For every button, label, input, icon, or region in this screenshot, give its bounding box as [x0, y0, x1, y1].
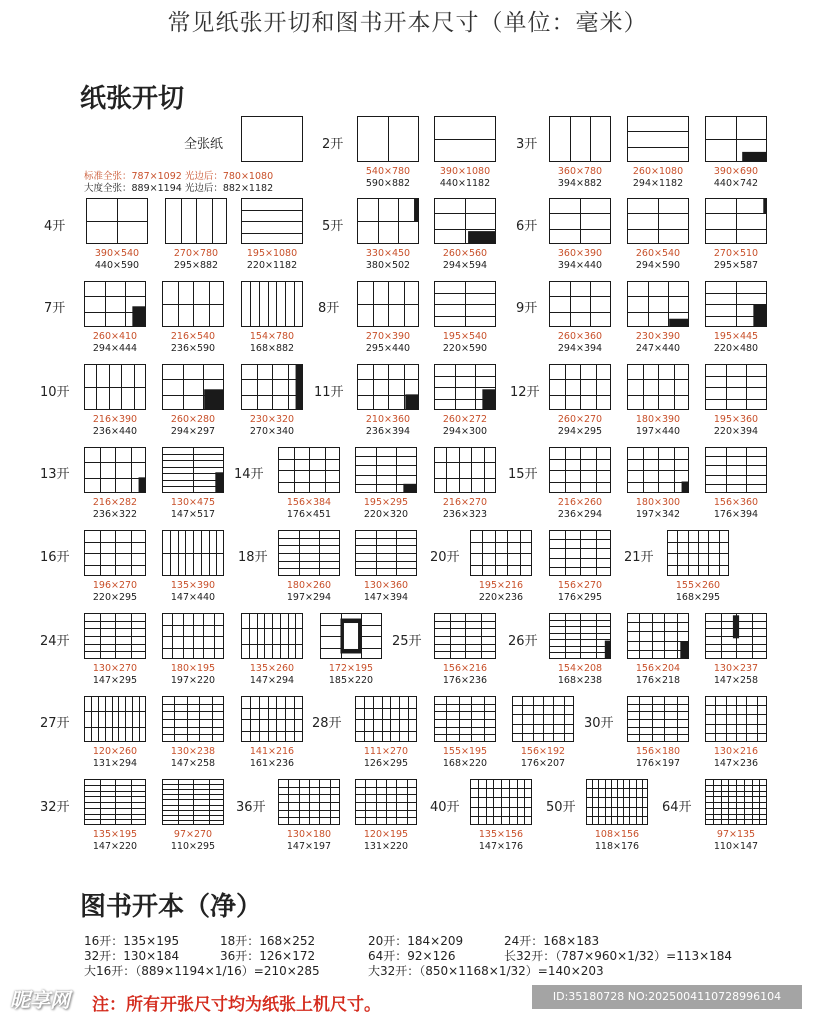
label-15-kai: 15开 — [508, 467, 538, 482]
sheet-size-large: 380×502 — [365, 260, 411, 271]
sheet-diagram-23 — [162, 364, 224, 410]
sheet-size-trimmed: 260×410 — [92, 331, 138, 342]
section-heading-books: 图书开本（净） — [80, 892, 263, 922]
sheet-size-trimmed: 130×237 — [713, 663, 759, 674]
sheet-size-large: 147×236 — [713, 758, 759, 769]
waste-block — [742, 152, 767, 162]
sheet-size-large: 220×394 — [713, 426, 759, 437]
sheet-size-trimmed: 270×390 — [365, 331, 411, 342]
sheet-size-large: 295×587 — [713, 260, 759, 271]
label-13-kai: 13开 — [40, 467, 70, 482]
sheet-diagram-19 — [549, 281, 611, 327]
sheet-diagram-54 — [162, 696, 224, 742]
sheet-size-large: 197×440 — [635, 426, 681, 437]
waste-block — [669, 319, 689, 327]
sheet-diagram-10 — [434, 198, 496, 244]
sheet-size-large: 110×295 — [170, 841, 216, 852]
sheet-size-large: 176×451 — [286, 509, 332, 520]
label-50-kai: 50开 — [546, 800, 576, 815]
sheet-border — [628, 117, 689, 162]
sheet-diagram-56 — [355, 696, 417, 742]
sheet-size-trimmed: 260×560 — [442, 248, 488, 259]
sheet-diagram-55 — [241, 696, 303, 742]
sheet-diagram-17 — [357, 281, 419, 327]
sheet-size-trimmed: 216×270 — [442, 497, 488, 508]
sheet-size-large: 440×1182 — [439, 178, 491, 189]
sheet-size-trimmed: 130×270 — [92, 663, 138, 674]
footnote: 注：所有开张尺寸均为纸张上机尺寸。 — [92, 995, 381, 1015]
sheet-diagram-48 — [320, 613, 382, 659]
sheet-size-large: 270×340 — [249, 426, 295, 437]
sheet-diagram-30 — [84, 447, 146, 493]
book-64: 64开：92×126 — [368, 949, 456, 963]
sheet-diagram-43 — [549, 530, 611, 576]
sheet-size-trimmed: 195×216 — [478, 580, 524, 591]
sheet-size-trimmed: 156×216 — [442, 663, 488, 674]
sheet-size-large: 394×440 — [557, 260, 603, 271]
sheet-size-trimmed: 260×540 — [635, 248, 681, 259]
sheet-diagram-14 — [84, 281, 146, 327]
book-big-16: 大16开：（889×1194×1/16）=210×285 — [84, 964, 320, 978]
sheet-size-trimmed: 210×360 — [365, 414, 411, 425]
sheet-size-trimmed: 230×320 — [249, 414, 295, 425]
sheet-size-large: 197×294 — [286, 592, 332, 603]
sheet-diagram-27 — [549, 364, 611, 410]
sheet-border — [706, 448, 767, 493]
sheet-size-large: 131×294 — [92, 758, 138, 769]
sheet-diagram-53 — [84, 696, 146, 742]
sheet-size-large: 394×882 — [557, 178, 603, 189]
sheet-size-large: 168×882 — [249, 343, 295, 354]
sheet-size-trimmed: 155×260 — [675, 580, 721, 591]
sheet-size-trimmed: 180×300 — [635, 497, 681, 508]
sheet-size-large: 185×220 — [328, 675, 374, 686]
label-14-kai: 14开 — [234, 467, 264, 482]
sheet-size-trimmed: 111×270 — [363, 746, 409, 757]
sheet-size-trimmed: 156×270 — [557, 580, 603, 591]
sheet-size-large: 236×294 — [557, 509, 603, 520]
sheet-size-large: 147×295 — [92, 675, 138, 686]
sheet-size-large: 294×297 — [170, 426, 216, 437]
sheet-diagram-46 — [162, 613, 224, 659]
sheet-size-trimmed: 216×540 — [170, 331, 216, 342]
sheet-size-trimmed: 141×216 — [249, 746, 295, 757]
label-27-kai: 27开 — [40, 716, 70, 731]
label-64-kai: 64开 — [662, 800, 692, 815]
label-11-kai: 11开 — [314, 385, 344, 400]
sheet-size-trimmed: 260×270 — [557, 414, 603, 425]
sheet-size-trimmed: 195×360 — [713, 414, 759, 425]
sheet-full — [241, 116, 303, 162]
sheet-size-trimmed: 154×780 — [249, 331, 295, 342]
sheet-diagram-18 — [434, 281, 496, 327]
waste-block — [139, 477, 146, 493]
sheet-diagram-51 — [627, 613, 689, 659]
sheet-size-trimmed: 155×195 — [442, 746, 488, 757]
sheet-size-trimmed: 156×180 — [635, 746, 681, 757]
sheet-diagram-1 — [357, 116, 419, 162]
label-5-kai: 5开 — [322, 219, 344, 234]
label-3-kai: 3开 — [516, 137, 538, 152]
waste-block — [403, 484, 417, 493]
sheet-size-trimmed: 172×195 — [328, 663, 374, 674]
sheet-diagram-24 — [241, 364, 303, 410]
waste-block — [763, 198, 767, 214]
waste-block — [482, 389, 496, 410]
sheet-diagram-25 — [357, 364, 419, 410]
sheet-size-trimmed: 196×270 — [92, 580, 138, 591]
sheet-size-trimmed: 270×510 — [713, 248, 759, 259]
book-24: 24开：168×183 — [504, 934, 600, 948]
sheet-size-large: 147×294 — [249, 675, 295, 686]
label-30-kai: 30开 — [584, 716, 614, 731]
sheet-diagram-28 — [627, 364, 689, 410]
sheet-size-large: 176×295 — [557, 592, 603, 603]
label-full-sheet: 全张纸 — [184, 137, 224, 152]
sheet-size-trimmed: 180×390 — [635, 414, 681, 425]
sheet-diagram-60 — [705, 696, 767, 742]
sheet-size-trimmed: 135×156 — [478, 829, 524, 840]
sheet-diagram-26 — [434, 364, 496, 410]
sheet-size-trimmed: 156×192 — [520, 746, 566, 757]
sheet-size-large: 126×295 — [363, 758, 409, 769]
waste-block — [405, 394, 419, 410]
sheet-size-large: 147×258 — [170, 758, 216, 769]
sheet-diagram-64 — [355, 779, 417, 825]
sheet-size-large: 118×176 — [594, 841, 640, 852]
waste-block — [204, 389, 224, 410]
sheet-diagram-59 — [627, 696, 689, 742]
sheet-diagram-8 — [241, 198, 303, 244]
sheet-size-trimmed: 156×204 — [635, 663, 681, 674]
sheet-diagram-16 — [241, 281, 303, 327]
sheet-size-large: 247×440 — [635, 343, 681, 354]
sheet-diagram-38 — [84, 530, 146, 576]
sheet-diagram-39 — [162, 530, 224, 576]
sheet-size-large: 176×218 — [635, 675, 681, 686]
label-26-kai: 26开 — [508, 634, 538, 649]
sheet-size-trimmed: 216×260 — [557, 497, 603, 508]
sheet-size-large: 147×176 — [478, 841, 524, 852]
sheet-diagram-57 — [434, 696, 496, 742]
sheet-size-large: 176×236 — [442, 675, 488, 686]
sheet-size-trimmed: 130×238 — [170, 746, 216, 757]
sheet-size-large: 294×590 — [635, 260, 681, 271]
full-sheet-large-note: 大度全张：889×1194 光边后：882×1182 — [84, 183, 274, 194]
sheet-size-large: 176×197 — [635, 758, 681, 769]
book-32: 32开：130×184 — [84, 949, 180, 963]
sheet-size-trimmed: 216×282 — [92, 497, 138, 508]
label-8-kai: 8开 — [318, 301, 340, 316]
sheet-border — [550, 282, 611, 327]
sheet-diagram-42 — [470, 530, 532, 576]
sheet-diagram-3 — [549, 116, 611, 162]
waste-block — [468, 231, 496, 244]
sheet-diagram-7 — [165, 198, 227, 244]
sheet-size-trimmed: 260×272 — [442, 414, 488, 425]
sheet-diagram-49 — [434, 613, 496, 659]
sheet-size-large: 197×342 — [635, 509, 681, 520]
sheet-size-trimmed: 390×690 — [713, 166, 759, 177]
sheet-size-trimmed: 330×450 — [365, 248, 411, 259]
waste-block — [682, 482, 689, 494]
sheet-size-trimmed: 195×540 — [442, 331, 488, 342]
label-2-kai: 2开 — [322, 137, 344, 152]
page-title: 常见纸张开切和图书开本尺寸（单位：毫米） — [167, 10, 648, 36]
sheet-size-large: 236×440 — [92, 426, 138, 437]
sheet-size-large: 168×238 — [557, 675, 603, 686]
sheet-size-trimmed: 135×195 — [92, 829, 138, 840]
sheet-size-large: 110×147 — [713, 841, 759, 852]
sheet-size-trimmed: 130×360 — [363, 580, 409, 591]
sheet-size-large: 220×1182 — [246, 260, 298, 271]
sheet-border — [628, 614, 689, 659]
sheet-size-large: 440×590 — [94, 260, 140, 271]
sheet-border — [85, 697, 146, 742]
sheet-size-large: 294×594 — [442, 260, 488, 271]
sheet-size-trimmed: 180×195 — [170, 663, 216, 674]
sheet-diagram-2 — [434, 116, 496, 162]
waste-block — [733, 615, 739, 638]
label-36-kai: 36开 — [236, 800, 266, 815]
sheet-border — [242, 117, 303, 162]
sheet-diagram-34 — [434, 447, 496, 493]
sheet-diagram-63 — [278, 779, 340, 825]
sheet-diagram-58 — [512, 696, 574, 742]
sheet-size-trimmed: 180×260 — [286, 580, 332, 591]
sheet-size-large: 176×207 — [520, 758, 566, 769]
sheet-diagram-62 — [162, 779, 224, 825]
sheet-size-large: 176×394 — [713, 509, 759, 520]
sheet-diagram-37 — [705, 447, 767, 493]
sheet-size-trimmed: 156×384 — [286, 497, 332, 508]
sheet-size-large: 168×295 — [675, 592, 721, 603]
sheet-diagram-4 — [627, 116, 689, 162]
sheet-diagram-6 — [86, 198, 148, 244]
sheet-diagram-50 — [549, 613, 611, 659]
sheet-size-large: 131×220 — [363, 841, 409, 852]
sheet-size-large: 295×882 — [173, 260, 219, 271]
sheet-size-trimmed: 390×540 — [94, 248, 140, 259]
sheet-diagram-31 — [162, 447, 224, 493]
sheet-size-trimmed: 195×1080 — [246, 248, 298, 259]
sheet-size-trimmed: 130×180 — [286, 829, 332, 840]
sheet-diagram-66 — [586, 779, 648, 825]
sheet-size-large: 236×590 — [170, 343, 216, 354]
sheet-size-trimmed: 135×260 — [249, 663, 295, 674]
sheet-diagram-12 — [627, 198, 689, 244]
label-10-kai: 10开 — [40, 385, 70, 400]
sheet-border — [435, 448, 496, 493]
sheet-diagram-20 — [627, 281, 689, 327]
sheet-size-trimmed: 135×390 — [170, 580, 216, 591]
book-big-32: 大32开：（850×1168×1/32）=140×203 — [368, 964, 604, 978]
sheet-size-trimmed: 156×360 — [713, 497, 759, 508]
sheet-size-large: 294×444 — [92, 343, 138, 354]
sheet-size-large: 220×590 — [442, 343, 488, 354]
sheet-size-trimmed: 260×280 — [170, 414, 216, 425]
section-heading-cutting: 纸张开切 — [80, 84, 185, 114]
waste-block — [132, 306, 146, 327]
waste-block — [296, 364, 303, 410]
sheet-diagram-67 — [705, 779, 767, 825]
sheet-diagram-65 — [470, 779, 532, 825]
sheet-diagram-35 — [549, 447, 611, 493]
sheet-diagram-15 — [162, 281, 224, 327]
sheet-size-large: 236×323 — [442, 509, 488, 520]
sheet-size-trimmed: 216×390 — [92, 414, 138, 425]
full-sheet-standard-note: 标准全张：787×1092 光边后：780×1080 — [84, 171, 274, 182]
label-21-kai: 21开 — [624, 550, 654, 565]
sheet-diagram-61 — [84, 779, 146, 825]
sheet-size-large: 220×236 — [478, 592, 524, 603]
center-panel — [343, 623, 358, 650]
sheet-size-large: 147×220 — [92, 841, 138, 852]
waste-block — [215, 472, 224, 493]
watermark-logo: 昵享网 — [10, 988, 70, 1012]
sheet-size-large: 220×295 — [92, 592, 138, 603]
sheet-size-large: 147×517 — [170, 509, 216, 520]
sheet-size-trimmed: 360×780 — [557, 166, 603, 177]
sheet-diagram-21 — [705, 281, 767, 327]
sheet-size-trimmed: 390×1080 — [439, 166, 491, 177]
label-18-kai: 18开 — [238, 550, 268, 565]
waste-block — [605, 641, 611, 659]
sheet-diagram-9 — [357, 198, 419, 244]
sheet-size-large: 147×197 — [286, 841, 332, 852]
sheet-size-trimmed: 195×295 — [363, 497, 409, 508]
sheet-size-large: 440×742 — [713, 178, 759, 189]
sheet-size-large: 161×236 — [249, 758, 295, 769]
sheet-diagram-45 — [84, 613, 146, 659]
sheet-diagram-22 — [84, 364, 146, 410]
sheet-diagram-5 — [705, 116, 767, 162]
sheet-size-large: 294×1182 — [632, 178, 684, 189]
sheet-diagram-36 — [627, 447, 689, 493]
waste-block — [680, 642, 689, 659]
label-32-kai: 32开 — [40, 800, 70, 815]
sheet-diagram-13 — [705, 198, 767, 244]
sheet-size-trimmed: 108×156 — [594, 829, 640, 840]
sheet-size-large: 236×322 — [92, 509, 138, 520]
sheet-diagram-33 — [355, 447, 417, 493]
label-12-kai: 12开 — [510, 385, 540, 400]
sheet-size-large: 590×882 — [365, 178, 411, 189]
label-16-kai: 16开 — [40, 550, 70, 565]
sheet-size-trimmed: 195×445 — [713, 331, 759, 342]
sheet-size-trimmed: 120×260 — [92, 746, 138, 757]
sheet-border — [550, 117, 611, 162]
sheet-diagram-47 — [241, 613, 303, 659]
sheet-diagram-11 — [549, 198, 611, 244]
label-20-kai: 20开 — [430, 550, 460, 565]
label-7-kai: 7开 — [44, 301, 66, 316]
sheet-size-trimmed: 360×390 — [557, 248, 603, 259]
sheet-size-large: 295×440 — [365, 343, 411, 354]
sheet-diagram-52 — [705, 613, 767, 659]
sheet-size-trimmed: 154×208 — [557, 663, 603, 674]
sheet-size-trimmed: 540×780 — [365, 166, 411, 177]
sheet-size-large: 294×295 — [557, 426, 603, 437]
sheet-size-large: 294×394 — [557, 343, 603, 354]
book-long-32: 长32开：（787×960×1/32）=113×184 — [504, 949, 733, 963]
sheet-size-trimmed: 97×270 — [173, 829, 213, 840]
label-24-kai: 24开 — [40, 634, 70, 649]
sheet-size-trimmed: 260×360 — [557, 331, 603, 342]
book-36: 36开：126×172 — [220, 949, 316, 963]
sheet-size-large: 220×320 — [363, 509, 409, 520]
waste-block — [414, 198, 419, 221]
sheet-diagram-44 — [667, 530, 729, 576]
sheet-size-trimmed: 130×216 — [713, 746, 759, 757]
sheet-size-trimmed: 97×135 — [716, 829, 756, 840]
sheet-size-trimmed: 270×780 — [173, 248, 219, 259]
sheet-size-large: 294×300 — [442, 426, 488, 437]
sheet-size-trimmed: 260×1080 — [632, 166, 684, 177]
book-20: 20开：184×209 — [368, 934, 464, 948]
sheet-size-large: 168×220 — [442, 758, 488, 769]
label-40-kai: 40开 — [430, 800, 460, 815]
sheet-size-large: 220×480 — [713, 343, 759, 354]
sheet-size-trimmed: 230×390 — [635, 331, 681, 342]
book-18: 18开：168×252 — [220, 934, 316, 948]
sheet-size-large: 147×440 — [170, 592, 216, 603]
waste-block — [753, 304, 767, 327]
sheet-size-trimmed: 130×475 — [170, 497, 216, 508]
sheet-size-large: 147×258 — [713, 675, 759, 686]
label-25-kai: 25开 — [392, 634, 422, 649]
label-28-kai: 28开 — [312, 716, 342, 731]
label-6-kai: 6开 — [516, 219, 538, 234]
sheet-diagram-32 — [278, 447, 340, 493]
sheet-size-large: 197×220 — [170, 675, 216, 686]
sheet-size-large: 147×394 — [363, 592, 409, 603]
label-4-kai: 4开 — [44, 219, 66, 234]
sheet-size-trimmed: 120×195 — [363, 829, 409, 840]
book-16: 16开：135×195 — [84, 934, 180, 948]
sheet-diagram-41 — [355, 530, 417, 576]
watermark-id: ID:35180728 NO:20250041107289961​04 — [532, 985, 802, 1009]
sheet-diagram-29 — [705, 364, 767, 410]
sheet-diagram-40 — [278, 530, 340, 576]
sheet-size-large: 236×394 — [365, 426, 411, 437]
label-9-kai: 9开 — [516, 301, 538, 316]
